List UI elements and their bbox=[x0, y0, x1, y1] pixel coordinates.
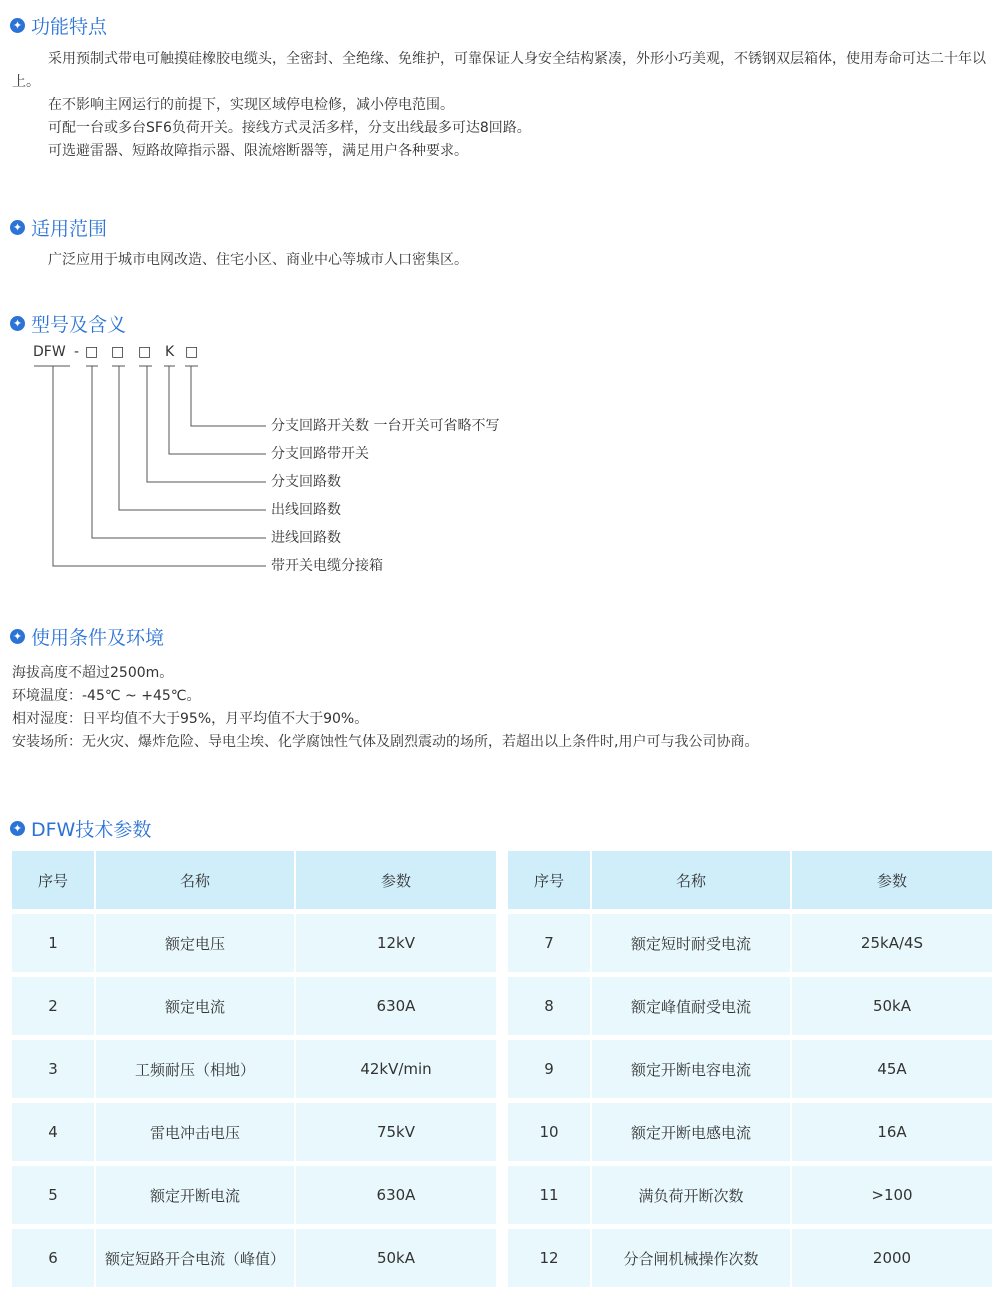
cell-value: 630A bbox=[296, 1166, 496, 1229]
star-icon: ✦ bbox=[10, 629, 25, 644]
cell-value: 75kV bbox=[296, 1103, 496, 1166]
cell-no: 12 bbox=[508, 1229, 592, 1292]
model-label: 带开关电缆分接箱 bbox=[271, 558, 383, 574]
heading-model bbox=[10, 310, 126, 336]
cell-name: 额定短时耐受电流 bbox=[592, 914, 792, 977]
cell-no: 9 bbox=[508, 1040, 592, 1103]
table-row bbox=[12, 1103, 496, 1166]
scope-text bbox=[12, 249, 990, 272]
cell-no: 7 bbox=[508, 914, 592, 977]
cell-no: 4 bbox=[12, 1103, 96, 1166]
model-box: □ bbox=[85, 344, 99, 360]
model-box: □ bbox=[138, 344, 152, 360]
scope-line: 广泛应用于城市电网改造、住宅小区、商业中心等城市人口密集区。 bbox=[48, 252, 468, 268]
model-box: □ bbox=[185, 344, 199, 360]
heading-conditions bbox=[10, 623, 164, 649]
model-label: 分支回路数 bbox=[271, 474, 341, 490]
cell-no: 2 bbox=[12, 977, 96, 1040]
model-label: 出线回路数 bbox=[271, 502, 341, 518]
model-label: 分支回路开关数 一台开关可省略不写 bbox=[271, 418, 500, 434]
cell-name: 额定峰值耐受电流 bbox=[592, 977, 792, 1040]
conditions-line: 相对湿度：日平均值不大于95%，月平均值不大于90%。 bbox=[12, 711, 369, 727]
header-value: 参数 bbox=[296, 851, 496, 914]
cell-name: 工频耐压（相地） bbox=[96, 1040, 296, 1103]
conditions-line: 环境温度：-45℃ ~ +45℃。 bbox=[12, 688, 201, 704]
heading-conditions-label: 使用条件及环境 bbox=[31, 626, 165, 649]
heading-scope-label: 适用范围 bbox=[31, 217, 108, 240]
cell-name: 满负荷开断次数 bbox=[592, 1166, 792, 1229]
cell-value: 630A bbox=[296, 977, 496, 1040]
cell-no: 3 bbox=[12, 1040, 96, 1103]
cell-name: 额定开断电容电流 bbox=[592, 1040, 792, 1103]
header-no: 序号 bbox=[12, 851, 96, 914]
model-diagram bbox=[0, 340, 600, 580]
features-line: 采用预制式带电可触摸硅橡胶电缆头，全密封、全绝缘、免维护，可靠保证人身安全结构紧凑，外形小巧美观，不锈钢双层箱体，使用寿命可达二十年以上。 bbox=[12, 51, 986, 90]
features-text bbox=[12, 48, 990, 163]
model-box: □ bbox=[111, 344, 125, 360]
table-header-row bbox=[12, 851, 496, 914]
cell-name: 额定短路开合电流（峰值） bbox=[96, 1229, 296, 1292]
conditions-line: 安装场所：无火灾、爆炸危险、导电尘埃、化学腐蚀性气体及剧烈震动的场所，若超出以上条件时,用户可与我公司协商。 bbox=[12, 734, 759, 750]
cell-value: 50kA bbox=[296, 1229, 496, 1292]
cell-name: 分合闸机械操作次数 bbox=[592, 1229, 792, 1292]
table-row bbox=[12, 1040, 496, 1103]
heading-params bbox=[10, 815, 151, 841]
table-row bbox=[12, 914, 496, 977]
cell-no: 10 bbox=[508, 1103, 592, 1166]
star-icon: ✦ bbox=[10, 821, 25, 836]
table-row bbox=[508, 1040, 992, 1103]
cell-no: 5 bbox=[12, 1166, 96, 1229]
cell-no: 6 bbox=[12, 1229, 96, 1292]
cell-value: 16A bbox=[792, 1103, 992, 1166]
model-code-k: K bbox=[165, 344, 175, 360]
cell-name: 额定电压 bbox=[96, 914, 296, 977]
table-header-row bbox=[508, 851, 992, 914]
conditions-line: 海拔高度不超过2500m。 bbox=[12, 665, 174, 681]
params-table-right bbox=[508, 851, 992, 1292]
cell-name: 额定开断电流 bbox=[96, 1166, 296, 1229]
cell-value: 12kV bbox=[296, 914, 496, 977]
cell-no: 8 bbox=[508, 977, 592, 1040]
cell-name: 雷电冲击电压 bbox=[96, 1103, 296, 1166]
header-no: 序号 bbox=[508, 851, 592, 914]
cell-no: 11 bbox=[508, 1166, 592, 1229]
cell-value: 50kA bbox=[792, 977, 992, 1040]
star-icon: ✦ bbox=[10, 220, 25, 235]
features-line: 可选避雷器、短路故障指示器、限流熔断器等，满足用户各种要求。 bbox=[48, 143, 468, 159]
features-line: 可配一台或多台SF6负荷开关。接线方式灵活多样，分支出线最多可达8回路。 bbox=[48, 120, 531, 136]
cell-value: 45A bbox=[792, 1040, 992, 1103]
table-row bbox=[12, 1166, 496, 1229]
heading-params-label: DFW技术参数 bbox=[31, 818, 152, 841]
model-code-dash: - bbox=[74, 344, 80, 360]
cell-no: 1 bbox=[12, 914, 96, 977]
header-name: 名称 bbox=[592, 851, 792, 914]
cell-value: 2000 bbox=[792, 1229, 992, 1292]
cell-name: 额定电流 bbox=[96, 977, 296, 1040]
heading-scope bbox=[10, 214, 107, 240]
conditions-text bbox=[12, 662, 990, 754]
table-row bbox=[12, 1229, 496, 1292]
heading-features bbox=[10, 12, 107, 38]
heading-model-label: 型号及含义 bbox=[31, 313, 127, 336]
cell-name: 额定开断电感电流 bbox=[592, 1103, 792, 1166]
table-row bbox=[508, 977, 992, 1040]
table-row bbox=[508, 1229, 992, 1292]
model-label: 进线回路数 bbox=[271, 530, 341, 546]
table-row bbox=[12, 977, 496, 1040]
table-row bbox=[508, 1103, 992, 1166]
cell-value: 42kV/min bbox=[296, 1040, 496, 1103]
header-name: 名称 bbox=[96, 851, 296, 914]
header-value: 参数 bbox=[792, 851, 992, 914]
params-table-left bbox=[12, 851, 496, 1292]
heading-features-label: 功能特点 bbox=[31, 15, 108, 38]
table-row bbox=[508, 914, 992, 977]
table-row bbox=[508, 1166, 992, 1229]
cell-value: >100 bbox=[792, 1166, 992, 1229]
features-line: 在不影响主网运行的前提下，实现区域停电检修，减小停电范围。 bbox=[48, 97, 454, 113]
model-code-prefix: DFW bbox=[33, 344, 66, 360]
cell-value: 25kA/4S bbox=[792, 914, 992, 977]
star-icon: ✦ bbox=[10, 316, 25, 331]
model-label: 分支回路带开关 bbox=[271, 446, 369, 462]
star-icon: ✦ bbox=[10, 18, 25, 33]
